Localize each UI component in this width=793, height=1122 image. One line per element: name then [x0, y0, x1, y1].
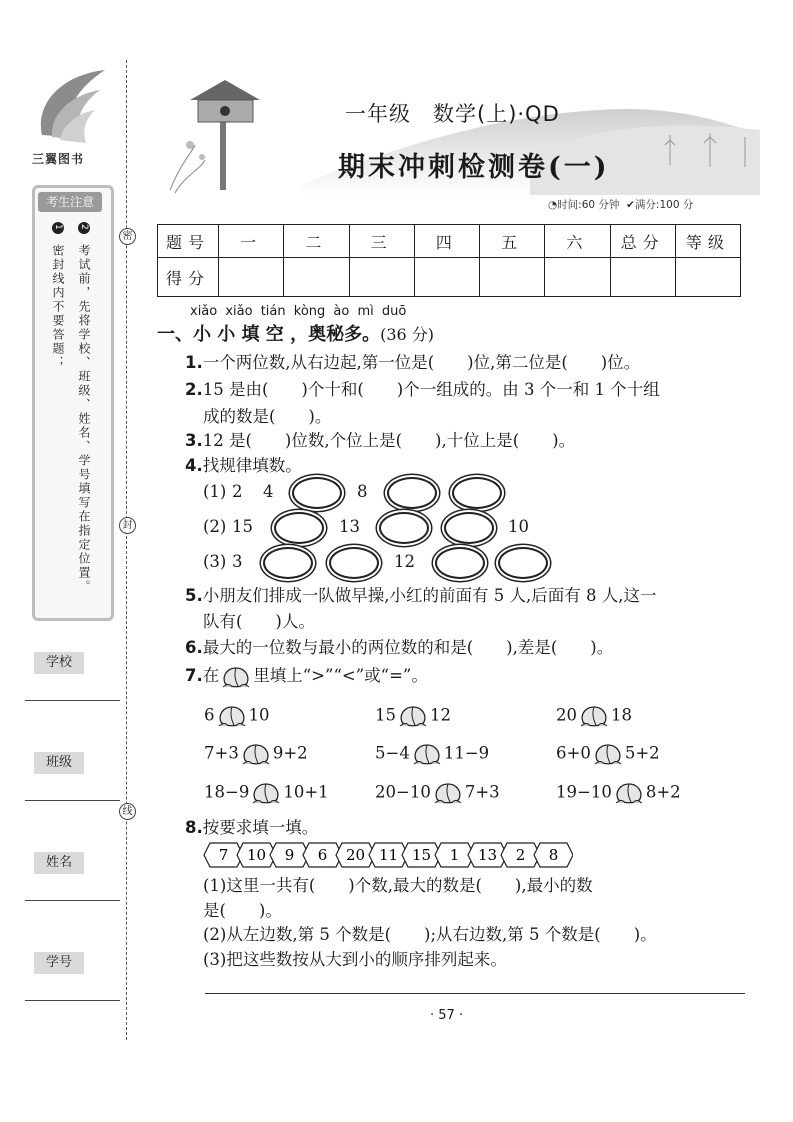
exam-subtitle: 一年级 数学(上)·QD	[345, 102, 560, 126]
student-id-field[interactable]	[25, 1000, 120, 1001]
score-header-cell: 总分	[610, 225, 675, 258]
number-hexagon	[534, 843, 573, 867]
student-id-label: 学号	[34, 952, 84, 974]
notice-title: 考生注意	[38, 192, 102, 212]
answer-oval[interactable]	[329, 547, 379, 579]
compare-item: 20 18	[556, 703, 632, 729]
exam-title: 期末冲刺检测卷(一)	[338, 152, 610, 183]
question-4	[185, 452, 302, 476]
answer-oval[interactable]	[292, 477, 342, 509]
question-number: 4.	[185, 456, 203, 475]
question-text: 15 是由( )个十和( )个一组成的。由 3 个一和 1 个十组	[202, 380, 660, 399]
question-text: 找规律填数。	[202, 456, 302, 475]
notice-number-1: 1	[52, 222, 64, 234]
hexagon-number: 10	[246, 846, 267, 864]
compare-item: 19−10 8+2	[556, 780, 681, 806]
birdhouse-illustration	[170, 80, 260, 193]
section-points: (36 分)	[380, 325, 435, 344]
question-5	[185, 582, 656, 606]
score-cell[interactable]	[480, 258, 545, 297]
section-title-text: 一、小 小 填 空 ，奥秘多。	[157, 324, 381, 345]
full-score: 满分:100 分	[634, 199, 694, 211]
exam-info	[548, 197, 693, 212]
score-cell[interactable]	[414, 258, 479, 297]
question-6	[185, 634, 613, 658]
number-hexagon-row	[203, 842, 573, 868]
question-7	[185, 662, 428, 690]
name-field[interactable]	[25, 900, 120, 901]
seal-mark-mi: 密	[119, 228, 136, 245]
score-table	[157, 224, 741, 297]
pattern-value: 8	[357, 482, 368, 501]
score-header-cell: 题号	[158, 225, 219, 258]
peach-answer-icon[interactable]	[239, 741, 273, 767]
pattern-value: 10	[508, 517, 529, 536]
seal-line	[126, 60, 127, 1040]
compare-item: 18−9 10+1	[204, 780, 329, 806]
score-header-cell: 等级	[675, 225, 740, 258]
hexagon-number: 6	[317, 846, 328, 864]
peach-answer-icon[interactable]	[215, 703, 249, 729]
time-limit: 时间:60 分钟	[557, 199, 620, 211]
clock-icon: ◔	[548, 199, 558, 211]
score-header-cell: 二	[284, 225, 349, 258]
question-2-line2: 成的数是( )。	[203, 407, 332, 426]
answer-oval[interactable]	[435, 547, 485, 579]
question-5-line2: 队有( )人。	[203, 612, 315, 631]
notice-item-1	[50, 222, 66, 602]
notice-item-2	[76, 222, 92, 602]
question-number: 2.	[185, 380, 203, 399]
question-8-part-1-line2: 是( )。	[203, 901, 282, 920]
compare-item: 6+0 5+2	[556, 741, 660, 767]
answer-oval[interactable]	[444, 512, 494, 544]
question-3	[185, 427, 575, 451]
section-pinyin: xiǎo xiǎo tián kòng ào mì duō	[190, 304, 407, 319]
score-header-cell: 三	[349, 225, 414, 258]
question-text-post: 里填上“>”“<”或“=”。	[253, 666, 428, 685]
score-cell[interactable]	[349, 258, 414, 297]
school-label: 学校	[34, 652, 84, 674]
pattern-label-3: (3)	[203, 552, 227, 571]
name-label: 姓名	[34, 852, 84, 874]
section-title	[157, 320, 434, 346]
seal-mark-feng: 封	[119, 517, 136, 534]
pattern-value: 13	[339, 517, 360, 536]
class-field[interactable]	[25, 800, 120, 801]
question-number: 1.	[185, 353, 203, 372]
answer-oval[interactable]	[498, 547, 548, 579]
peach-answer-icon[interactable]	[591, 741, 625, 767]
question-number: 7.	[185, 666, 203, 685]
pattern-value: 3	[232, 552, 243, 571]
score-cell[interactable]	[284, 258, 349, 297]
answer-oval[interactable]	[263, 547, 313, 579]
peach-answer-icon[interactable]	[577, 703, 611, 729]
score-cell[interactable]	[610, 258, 675, 297]
hexagon-number: 13	[477, 846, 498, 864]
question-8-part-3: (3)把这些数按从大到小的顺序排列起来。	[203, 950, 507, 969]
score-header-cell: 四	[414, 225, 479, 258]
question-number: 8.	[185, 818, 203, 837]
question-number: 3.	[185, 431, 203, 450]
answer-oval[interactable]	[274, 512, 324, 544]
score-header-cell: 六	[545, 225, 610, 258]
question-text-pre: 在	[202, 666, 220, 685]
hexagon-number: 15	[411, 846, 432, 864]
class-label: 班级	[34, 752, 84, 774]
pattern-value: 15	[232, 517, 253, 536]
school-field[interactable]	[25, 700, 120, 701]
hexagon-number: 8	[548, 846, 559, 864]
peach-answer-icon[interactable]	[431, 780, 465, 806]
question-number: 5.	[185, 586, 203, 605]
peach-icon	[219, 664, 253, 690]
notice-text-1: 密封线内不要答题；	[51, 243, 65, 370]
question-text: 按要求填一填。	[202, 818, 319, 837]
compare-item: 5−4 11−9	[375, 741, 489, 767]
score-cell[interactable]	[219, 258, 284, 297]
question-8-part-2: (2)从左边数,第 5 个数是( );从右边数,第 5 个数是( )。	[203, 925, 657, 944]
question-text: 最大的一位数与最小的两位数的和是( ),差是( )。	[202, 638, 614, 657]
hexagon-number: 9	[284, 846, 295, 864]
question-text: 一个两位数,从右边起,第一位是( )位,第二位是( )位。	[202, 353, 641, 372]
check-icon: ✔	[626, 199, 635, 211]
answer-oval[interactable]	[379, 512, 429, 544]
hexagon-number: 20	[345, 846, 366, 864]
question-text: 12 是( )位数,个位上是( ),十位上是( )。	[202, 431, 576, 450]
question-1	[185, 349, 640, 373]
peach-answer-icon[interactable]	[396, 703, 430, 729]
compare-item: 7+3 9+2	[204, 741, 308, 767]
question-text: 小朋友们排成一队做早操,小红的前面有 5 人,后面有 8 人,这一	[202, 586, 657, 605]
question-8	[185, 814, 318, 838]
peach-answer-icon[interactable]	[249, 780, 283, 806]
score-row-label: 得分	[158, 258, 219, 297]
notice-box	[32, 185, 114, 621]
score-cell[interactable]	[545, 258, 610, 297]
hexagon-number: 7	[218, 846, 229, 864]
compare-item: 6 10	[204, 703, 270, 729]
compare-item: 20−10 7+3	[375, 780, 500, 806]
notice-text-2: 考试前，先将学校、班级、姓名、学号填写在指定位置。	[77, 243, 91, 594]
question-8-part-1: (1)这里一共有( )个数,最大的数是( ),最小的数	[203, 876, 593, 895]
hexagon-number: 2	[515, 846, 526, 864]
pattern-value: 4	[263, 482, 274, 501]
pattern-label-2: (2)	[203, 517, 227, 536]
question-number: 6.	[185, 638, 203, 657]
compare-item: 15 12	[375, 703, 451, 729]
answer-oval[interactable]	[387, 477, 437, 509]
answer-oval[interactable]	[452, 477, 502, 509]
pattern-label-1: (1)	[203, 482, 227, 501]
score-header-cell: 一	[219, 225, 284, 258]
pattern-value: 12	[394, 552, 415, 571]
score-header-cell: 五	[480, 225, 545, 258]
peach-answer-icon[interactable]	[410, 741, 444, 767]
notice-number-2: 2	[78, 222, 90, 234]
peach-answer-icon[interactable]	[612, 780, 646, 806]
publisher-name: 三翼图书	[32, 152, 85, 166]
pattern-value: 2	[232, 482, 243, 501]
question-2	[185, 376, 660, 400]
hexagon-number: 11	[378, 846, 399, 864]
seal-mark-xian: 线	[119, 803, 136, 820]
hexagon-number: 1	[449, 846, 460, 864]
footer-rule	[205, 993, 745, 994]
page-number: · 57 ·	[430, 1008, 464, 1023]
score-cell[interactable]	[675, 258, 740, 297]
